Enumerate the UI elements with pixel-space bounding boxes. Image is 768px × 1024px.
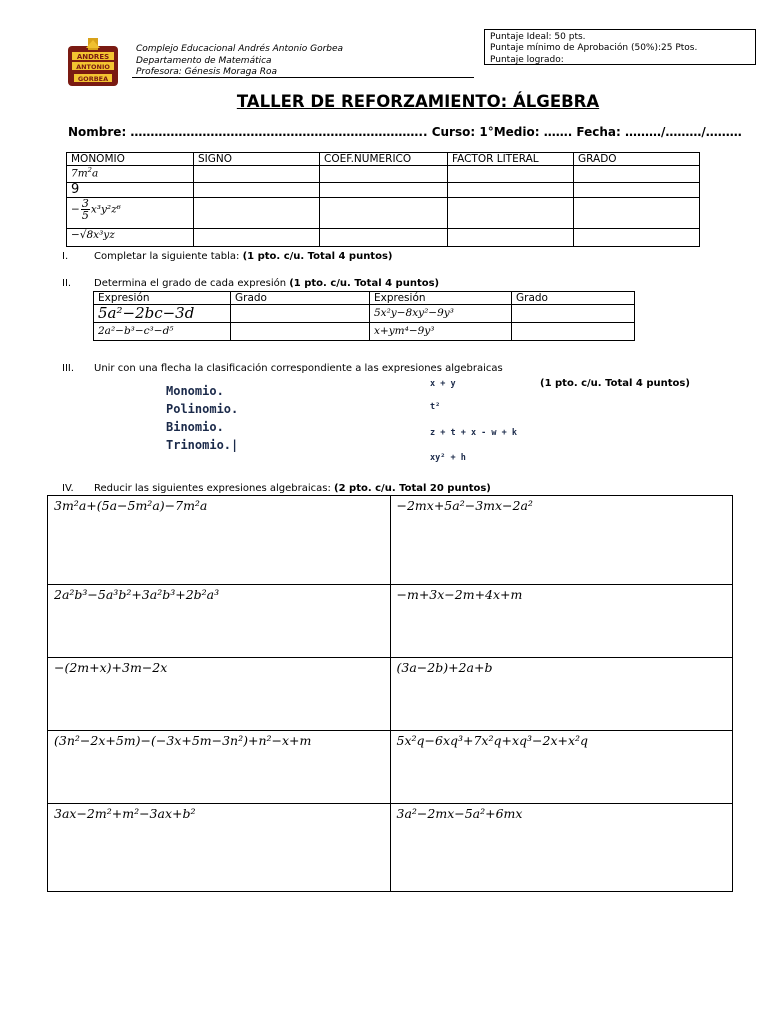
table-row <box>94 305 635 323</box>
degree-table <box>93 291 635 341</box>
monomial-4: −√8x³yz <box>67 229 194 247</box>
answer-cell[interactable] <box>574 198 700 229</box>
col-header-factor: FACTOR LITERAL <box>448 153 574 166</box>
school-info <box>136 44 343 79</box>
table-row <box>48 804 733 892</box>
answer-cell[interactable] <box>448 198 574 229</box>
table-row <box>67 183 700 198</box>
section-number: III. <box>62 363 75 374</box>
section-3 <box>62 363 503 374</box>
answer-cell[interactable] <box>194 166 320 183</box>
exercise-cell[interactable]: 3m²a+(5a−5m²a)−7m²a <box>48 496 391 585</box>
section-1 <box>62 251 393 262</box>
score-box <box>484 29 756 65</box>
section-text: Determina el grado de cada expresión (1 pto. c/u. Total 4 puntos) <box>94 278 440 289</box>
expression: 2a²−b³−c³−d⁵ <box>94 323 231 341</box>
exercise-cell[interactable]: −m+3x−2m+4x+m <box>390 585 733 658</box>
exercise-cell[interactable]: 3ax−2m²+m²−3ax+b² <box>48 804 391 892</box>
answer-cell[interactable] <box>320 229 448 247</box>
fraction <box>81 198 90 221</box>
expression: 5a²−2bc−3d <box>94 305 231 323</box>
table-row <box>67 229 700 247</box>
student-info-line: Nombre: ……………………………………………………………….. Curso: 1°Medio: ……. Fecha: ………/………/……… <box>68 125 742 139</box>
expression: x+ym⁴−9y³ <box>370 323 512 341</box>
expression: 5x²y−8xy²−9y³ <box>370 305 512 323</box>
section-text: Completar la siguiente tabla: (1 pto. c/u. Total 4 puntos) <box>94 251 393 262</box>
fraction-denominator: 5 <box>81 209 89 222</box>
answer-cell[interactable] <box>231 305 370 323</box>
classification-item[interactable]: Monomio. <box>166 384 224 398</box>
answer-cell[interactable] <box>448 183 574 198</box>
answer-cell[interactable] <box>320 166 448 183</box>
answer-cell[interactable] <box>574 229 700 247</box>
table-row <box>48 496 733 585</box>
exercise-cell[interactable]: −2mx+5a²−3mx−2a² <box>390 496 733 585</box>
department: Departamento de Matemática <box>136 55 272 66</box>
table-row <box>67 198 700 229</box>
col-header-expresion: Expresión <box>94 292 231 305</box>
section-2 <box>62 278 440 289</box>
answer-cell[interactable] <box>231 323 370 341</box>
table-row <box>48 585 733 658</box>
col-header-grado: Grado <box>231 292 370 305</box>
answer-cell[interactable] <box>194 183 320 198</box>
section-4 <box>62 483 491 494</box>
answer-cell[interactable] <box>448 166 574 183</box>
col-header-expresion: Expresión <box>370 292 512 305</box>
col-header-coef: COEF.NUMERICO <box>320 153 448 166</box>
classification-item[interactable]: Binomio. <box>166 420 224 434</box>
fraction-numerator: 3 <box>81 197 89 210</box>
section-text: Reducir las siguientes expresiones algebraicas: (2 pto. c/u. Total 20 puntos) <box>94 483 491 494</box>
page-title: TALLER DE REFORZAMIENTO: ÁLGEBRA <box>236 92 600 111</box>
monomial-3-sign: − <box>71 203 80 216</box>
answer-cell[interactable] <box>194 198 320 229</box>
table-row <box>48 731 733 804</box>
section-number: I. <box>62 251 69 262</box>
svg-text:ANTONIO: ANTONIO <box>76 63 110 71</box>
expression-item[interactable]: t² <box>430 402 441 412</box>
classification-item[interactable]: Polinomio. <box>166 402 239 416</box>
teacher: Profesora: Génesis Moraga Roa <box>136 67 277 77</box>
svg-text:GORBEA: GORBEA <box>77 75 109 83</box>
table-row <box>94 323 635 341</box>
classification-list <box>166 382 238 454</box>
section-text: Unir con una flecha la clasificación correspondiente a las expresiones algebraicas <box>94 363 503 374</box>
table-row <box>48 658 733 731</box>
col-header-monomio: MONOMIO <box>67 153 194 166</box>
school-name: Complejo Educacional Andrés Antonio Gorbea <box>136 44 344 54</box>
monomial-1: $7m^2a$ <box>67 166 194 183</box>
exercise-cell[interactable]: (3a−2b)+2a+b <box>390 658 733 731</box>
answer-cell[interactable] <box>448 229 574 247</box>
exercise-cell[interactable]: 5x²q−6xq³+7x²q+xq³−2x+x²q <box>390 731 733 804</box>
col-header-grado: GRADO <box>574 153 700 166</box>
section-number: II. <box>62 278 72 289</box>
col-header-signo: SIGNO <box>194 153 320 166</box>
section-3-points: (1 pto. c/u. Total 4 puntos) <box>540 378 690 389</box>
score-ideal: Puntaje Ideal: 50 pts. <box>490 32 586 42</box>
answer-cell[interactable] <box>320 198 448 229</box>
svg-text:ANDRES: ANDRES <box>76 53 110 61</box>
exercise-cell[interactable]: 2a²b³−5a³b²+3a²b³+2b²a³ <box>48 585 391 658</box>
answer-cell[interactable] <box>512 305 635 323</box>
exercise-cell[interactable]: −(2m+x)+3m−2x <box>48 658 391 731</box>
table-row <box>67 166 700 183</box>
answer-cell[interactable] <box>574 166 700 183</box>
answer-cell[interactable] <box>574 183 700 198</box>
score-achieved: Puntaje logrado: <box>490 54 564 65</box>
section-number: IV. <box>62 483 74 494</box>
expression-item[interactable]: z + t + x - w + k <box>430 428 517 438</box>
monomial-3-vars: x³y²z⁶ <box>90 203 121 216</box>
school-logo <box>62 38 124 90</box>
expression-item[interactable]: xy² + h <box>430 453 466 463</box>
exercise-cell[interactable]: 3a²−2mx−5a²+6mx <box>390 804 733 892</box>
expression-item[interactable]: x + y <box>430 379 456 389</box>
answer-cell[interactable] <box>320 183 448 198</box>
monomial-3 <box>67 198 194 229</box>
reduce-table <box>47 495 733 892</box>
monomial-table <box>66 152 700 247</box>
exercise-cell[interactable]: (3n²−2x+5m)−(−3x+5m−3n²)+n²−x+m <box>48 731 391 804</box>
monomial-2: 9 <box>67 183 194 198</box>
classification-item[interactable]: Trinomio.| <box>166 438 239 452</box>
answer-cell[interactable] <box>194 229 320 247</box>
score-minimum: Puntaje mínimo de Aprobación (50%):25 Ptos. <box>490 43 698 54</box>
col-header-grado: Grado <box>512 292 635 305</box>
answer-cell[interactable] <box>512 323 635 341</box>
header-divider <box>132 77 474 78</box>
